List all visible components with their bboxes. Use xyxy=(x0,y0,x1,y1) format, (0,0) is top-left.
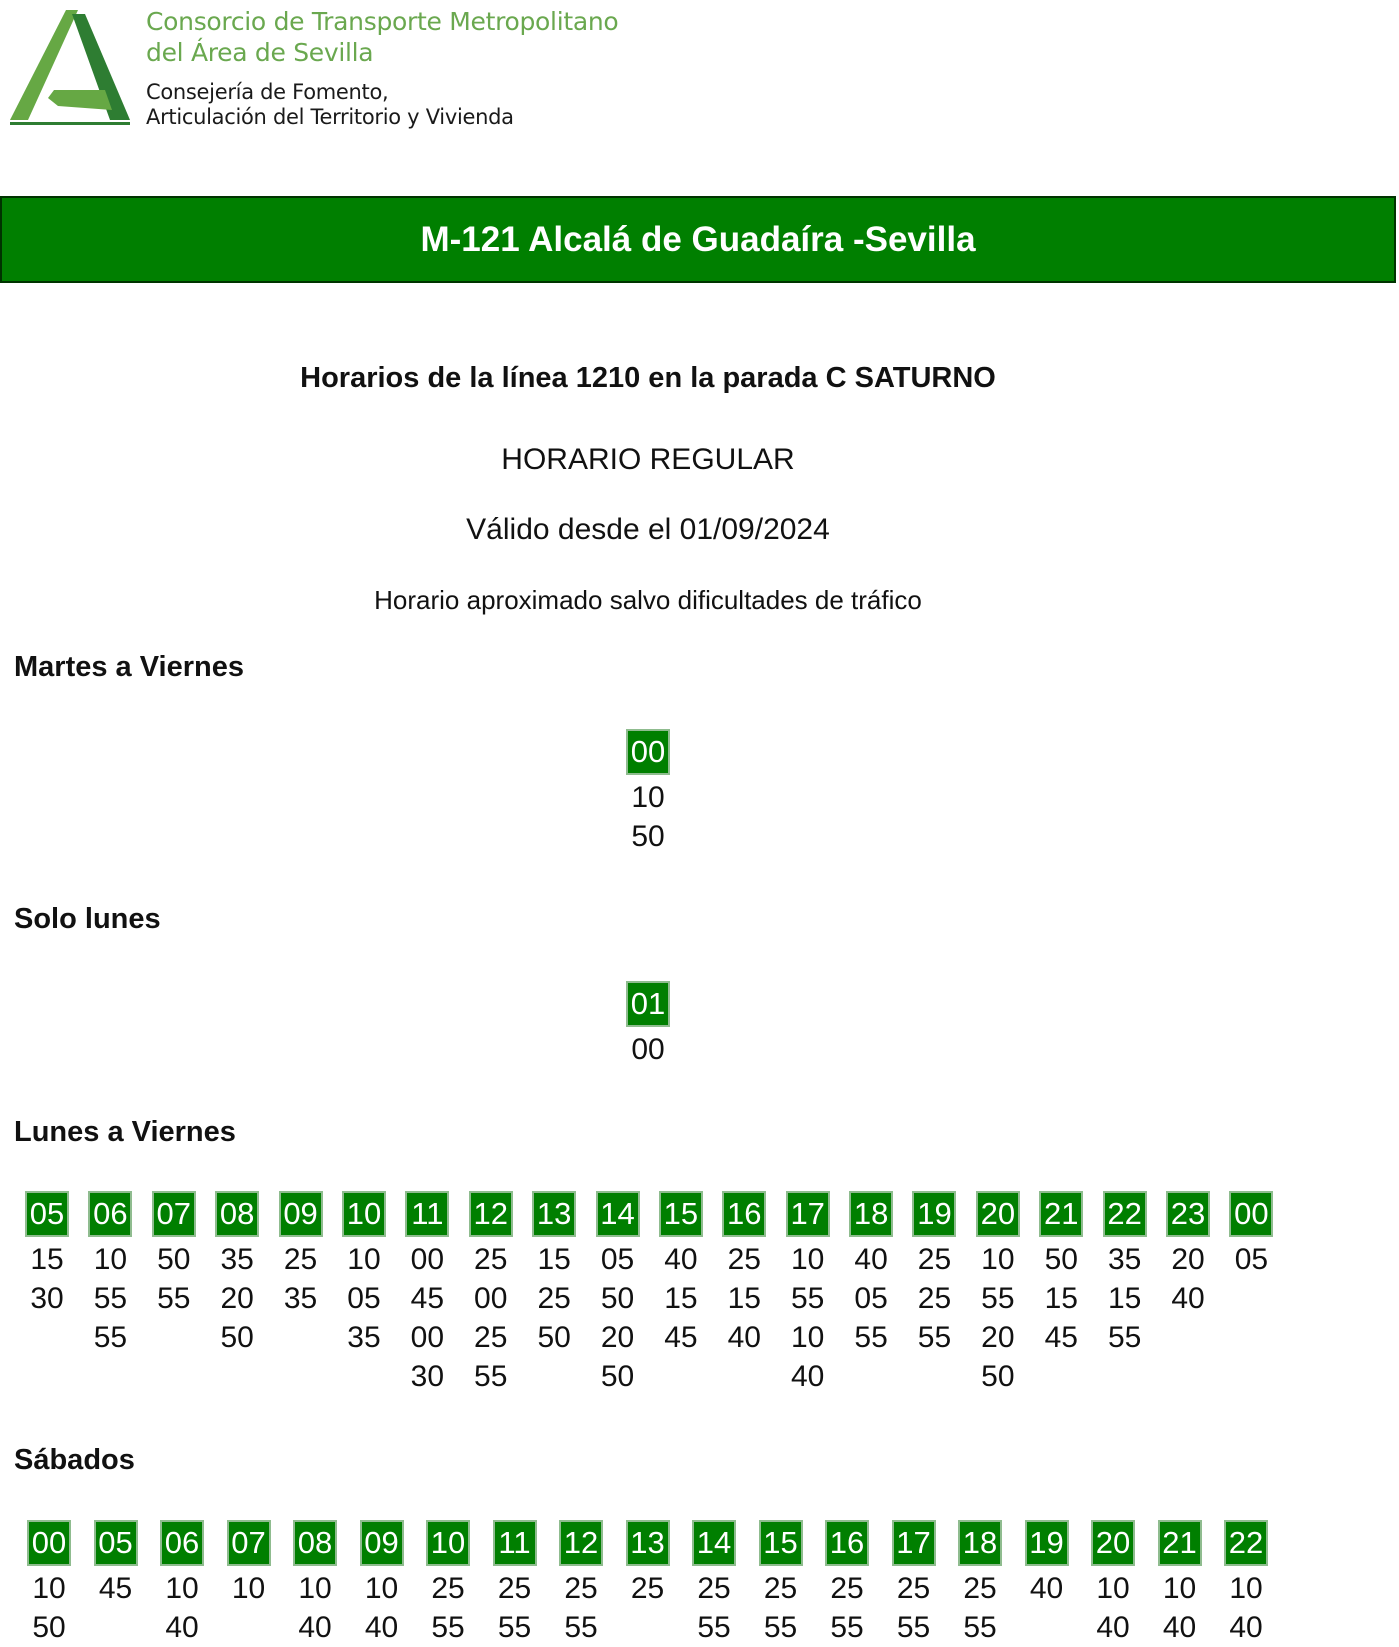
hour-badge: 01 xyxy=(626,981,670,1027)
hour-badge: 20 xyxy=(976,1191,1020,1237)
minute-value: 05 xyxy=(1234,1243,1269,1276)
minute-value: 55 xyxy=(431,1611,465,1644)
minute-value: 15 xyxy=(537,1243,571,1276)
minute-value: 55 xyxy=(697,1611,731,1644)
minute-value: 40 xyxy=(727,1321,761,1354)
minute-value: 05 xyxy=(854,1282,888,1315)
hour-column xyxy=(424,1520,472,1647)
department-name-line2: Articulación del Territorio y Vivienda xyxy=(146,105,514,129)
minute-value: 55 xyxy=(1107,1321,1142,1354)
minute-value: 40 xyxy=(854,1243,888,1276)
hour-column xyxy=(491,1520,539,1647)
hour-badge: 18 xyxy=(958,1520,1002,1566)
minute-value: 45 xyxy=(410,1282,445,1315)
minute-value: 50 xyxy=(1044,1243,1078,1276)
hour-column xyxy=(594,1191,642,1396)
hour-badge: 06 xyxy=(160,1520,204,1566)
minute-value: 00 xyxy=(631,1033,665,1066)
minute-value: 40 xyxy=(1229,1611,1263,1644)
hour-badge: 00 xyxy=(626,729,670,775)
minute-value: 25 xyxy=(630,1572,665,1605)
hour-badge: 19 xyxy=(912,1191,956,1237)
minute-value: 45 xyxy=(664,1321,698,1354)
hour-badge: 09 xyxy=(360,1520,404,1566)
hour-column xyxy=(467,1191,515,1396)
hour-column xyxy=(1156,1520,1204,1647)
hour-column xyxy=(92,1520,140,1647)
section-title-lunes-a-viernes: Lunes a Viernes xyxy=(14,1116,236,1148)
minute-value: 00 xyxy=(474,1282,508,1315)
section-title-sabados: Sábados xyxy=(14,1444,135,1476)
hour-column xyxy=(86,1191,134,1396)
hour-column xyxy=(823,1520,871,1647)
minute-value: 55 xyxy=(791,1282,825,1315)
minute-value: 40 xyxy=(791,1360,825,1393)
minute-value: 25 xyxy=(963,1572,997,1605)
hour-badge: 21 xyxy=(1039,1191,1083,1237)
minute-value: 25 xyxy=(497,1572,532,1605)
hour-badge: 19 xyxy=(1025,1520,1069,1566)
minute-value: 40 xyxy=(1171,1282,1205,1315)
hour-badge: 00 xyxy=(27,1520,71,1566)
minute-value: 45 xyxy=(98,1572,133,1605)
minute-value: 10 xyxy=(1229,1572,1263,1605)
minute-value: 20 xyxy=(1171,1243,1205,1276)
minute-value: 25 xyxy=(697,1572,731,1605)
hour-column xyxy=(358,1520,406,1647)
minute-value: 35 xyxy=(347,1321,381,1354)
hour-column xyxy=(1101,1191,1149,1396)
minute-value: 10 xyxy=(165,1572,199,1605)
minute-value: 40 xyxy=(298,1611,332,1644)
hour-badge: 06 xyxy=(88,1191,132,1237)
hour-badge: 05 xyxy=(25,1191,69,1237)
minute-value: 30 xyxy=(30,1282,64,1315)
minute-value: 40 xyxy=(1162,1611,1197,1644)
minute-value: 55 xyxy=(854,1321,888,1354)
hour-column xyxy=(150,1191,198,1396)
minute-value: 15 xyxy=(664,1282,698,1315)
hour-badge: 05 xyxy=(94,1520,138,1566)
minute-value: 20 xyxy=(220,1282,254,1315)
hour-column xyxy=(1227,1191,1275,1396)
minute-value: 50 xyxy=(220,1321,254,1354)
minute-value: 55 xyxy=(763,1611,798,1644)
minute-value: 10 xyxy=(791,1243,825,1276)
minute-value: 25 xyxy=(564,1572,598,1605)
minute-value: 55 xyxy=(830,1611,864,1644)
hour-badge: 07 xyxy=(227,1520,271,1566)
minute-value: 40 xyxy=(1029,1572,1064,1605)
hour-column xyxy=(624,729,672,856)
hour-column xyxy=(277,1191,325,1396)
hour-badge: 14 xyxy=(596,1191,640,1237)
minute-value: 10 xyxy=(298,1572,332,1605)
minute-value: 10 xyxy=(631,781,665,814)
hour-column xyxy=(23,1191,71,1396)
hour-column xyxy=(757,1520,805,1647)
hour-column xyxy=(340,1191,388,1396)
minute-value: 25 xyxy=(727,1243,761,1276)
minute-value: 55 xyxy=(93,1321,128,1354)
page-header xyxy=(0,0,1399,180)
hour-column xyxy=(890,1520,938,1647)
minute-value: 00 xyxy=(410,1243,445,1276)
timetable-solo-lunes xyxy=(0,981,1296,1069)
minute-value: 25 xyxy=(896,1572,931,1605)
minute-value: 25 xyxy=(763,1572,798,1605)
minute-value: 55 xyxy=(963,1611,997,1644)
minute-value: 15 xyxy=(1107,1282,1142,1315)
hour-badge: 20 xyxy=(1091,1520,1135,1566)
hour-column xyxy=(403,1191,451,1396)
timetable-martes-a-viernes xyxy=(0,729,1296,856)
minute-value: 25 xyxy=(474,1243,508,1276)
minute-value: 35 xyxy=(220,1243,254,1276)
minute-value: 50 xyxy=(600,1282,635,1315)
minute-value: 25 xyxy=(830,1572,864,1605)
hour-column xyxy=(784,1191,832,1396)
minute-value: 45 xyxy=(1044,1321,1078,1354)
hour-badge: 09 xyxy=(279,1191,323,1237)
minute-value: 40 xyxy=(664,1243,698,1276)
minute-value: 50 xyxy=(32,1611,66,1644)
hour-column xyxy=(1164,1191,1212,1396)
minute-value: 10 xyxy=(231,1572,266,1605)
hour-column xyxy=(557,1520,605,1647)
hour-column xyxy=(956,1520,1004,1647)
minute-value: 55 xyxy=(917,1321,952,1354)
hour-column xyxy=(624,1520,672,1647)
hour-badge: 14 xyxy=(692,1520,736,1566)
hour-column xyxy=(974,1191,1022,1396)
hour-badge: 17 xyxy=(786,1191,830,1237)
hour-column xyxy=(291,1520,339,1647)
hour-badge: 13 xyxy=(532,1191,576,1237)
hour-badge: 13 xyxy=(626,1520,670,1566)
department-name-line1: Consejería de Fomento, xyxy=(146,80,389,104)
hour-column xyxy=(213,1191,261,1396)
section-title-martes-a-viernes: Martes a Viernes xyxy=(14,651,244,683)
timetable-sabados xyxy=(25,1520,1321,1647)
minute-value: 55 xyxy=(564,1611,598,1644)
hour-badge: 00 xyxy=(1229,1191,1273,1237)
hour-badge: 12 xyxy=(469,1191,513,1237)
minute-value: 55 xyxy=(93,1282,128,1315)
minute-value: 35 xyxy=(1107,1243,1142,1276)
minute-value: 10 xyxy=(32,1572,66,1605)
hour-column xyxy=(1037,1191,1085,1396)
minute-value: 10 xyxy=(347,1243,381,1276)
section-title-solo-lunes: Solo lunes xyxy=(14,903,161,935)
hour-column xyxy=(910,1191,958,1396)
hour-badge: 12 xyxy=(559,1520,603,1566)
hour-column xyxy=(530,1191,578,1396)
hour-column xyxy=(225,1520,273,1647)
minute-value: 15 xyxy=(1044,1282,1078,1315)
hour-column xyxy=(1089,1520,1137,1647)
hour-badge: 16 xyxy=(722,1191,766,1237)
hour-badge: 18 xyxy=(849,1191,893,1237)
minute-value: 55 xyxy=(157,1282,191,1315)
minute-value: 55 xyxy=(981,1282,1015,1315)
hour-badge: 07 xyxy=(152,1191,196,1237)
hour-badge: 16 xyxy=(825,1520,869,1566)
hour-badge: 23 xyxy=(1166,1191,1210,1237)
minute-value: 25 xyxy=(917,1282,952,1315)
minute-value: 05 xyxy=(347,1282,381,1315)
minute-value: 50 xyxy=(981,1360,1015,1393)
minute-value: 10 xyxy=(364,1572,399,1605)
hour-column xyxy=(690,1520,738,1647)
minute-value: 00 xyxy=(410,1321,445,1354)
consortium-name xyxy=(146,6,618,68)
minute-value: 55 xyxy=(896,1611,931,1644)
hour-badge: 21 xyxy=(1158,1520,1202,1566)
hour-badge: 15 xyxy=(659,1191,703,1237)
minute-value: 55 xyxy=(474,1360,508,1393)
department-name xyxy=(146,80,514,130)
hour-badge: 15 xyxy=(759,1520,803,1566)
hour-badge: 08 xyxy=(293,1520,337,1566)
minute-value: 55 xyxy=(497,1611,532,1644)
hour-badge: 17 xyxy=(892,1520,936,1566)
line-stop-heading: Horarios de la línea 1210 en la parada C SATURNO xyxy=(300,362,996,394)
timetable-lunes-a-viernes xyxy=(23,1191,1319,1396)
minute-value: 20 xyxy=(981,1321,1015,1354)
minute-value: 35 xyxy=(283,1282,318,1315)
hour-badge: 08 xyxy=(215,1191,259,1237)
minute-value: 40 xyxy=(364,1611,399,1644)
minute-value: 30 xyxy=(410,1360,445,1393)
route-title-banner: M-121 Alcalá de Guadaíra -Sevilla xyxy=(0,196,1396,283)
approximate-note: Horario aproximado salvo dificultades de tráfico xyxy=(374,585,922,615)
hour-column xyxy=(720,1191,768,1396)
minute-value: 10 xyxy=(1096,1572,1130,1605)
minute-value: 25 xyxy=(474,1321,508,1354)
minute-value: 15 xyxy=(727,1282,761,1315)
hour-column xyxy=(158,1520,206,1647)
minute-value: 50 xyxy=(600,1360,635,1393)
hour-badge: 22 xyxy=(1103,1191,1147,1237)
hour-column xyxy=(25,1520,73,1647)
minute-value: 15 xyxy=(30,1243,64,1276)
minute-value: 10 xyxy=(791,1321,825,1354)
minute-value: 10 xyxy=(981,1243,1015,1276)
hour-badge: 10 xyxy=(426,1520,470,1566)
minute-value: 40 xyxy=(165,1611,199,1644)
consortium-name-line2: del Área de Sevilla xyxy=(146,38,374,67)
valid-from-date: Válido desde el 01/09/2024 xyxy=(466,513,830,546)
hour-column xyxy=(847,1191,895,1396)
minute-value: 25 xyxy=(537,1282,571,1315)
consortium-name-line1: Consorcio de Transporte Metropolitano xyxy=(146,7,619,36)
schedule-type: HORARIO REGULAR xyxy=(501,443,795,476)
hour-column xyxy=(1023,1520,1071,1647)
minute-value: 10 xyxy=(1162,1572,1197,1605)
hour-badge: 11 xyxy=(405,1191,449,1237)
hour-badge: 10 xyxy=(342,1191,386,1237)
minute-value: 50 xyxy=(157,1243,191,1276)
minute-value: 05 xyxy=(600,1243,635,1276)
minute-value: 25 xyxy=(917,1243,952,1276)
minute-value: 25 xyxy=(431,1572,465,1605)
minute-value: 50 xyxy=(537,1321,571,1354)
hour-column xyxy=(657,1191,705,1396)
minute-value: 50 xyxy=(631,820,665,853)
hour-column xyxy=(624,981,672,1069)
junta-andalucia-logo-icon xyxy=(10,10,130,125)
hour-column xyxy=(1222,1520,1270,1647)
hour-badge: 22 xyxy=(1224,1520,1268,1566)
minute-value: 25 xyxy=(283,1243,318,1276)
minute-value: 10 xyxy=(93,1243,128,1276)
minute-value: 40 xyxy=(1096,1611,1130,1644)
minute-value: 20 xyxy=(600,1321,635,1354)
hour-badge: 11 xyxy=(493,1520,537,1566)
